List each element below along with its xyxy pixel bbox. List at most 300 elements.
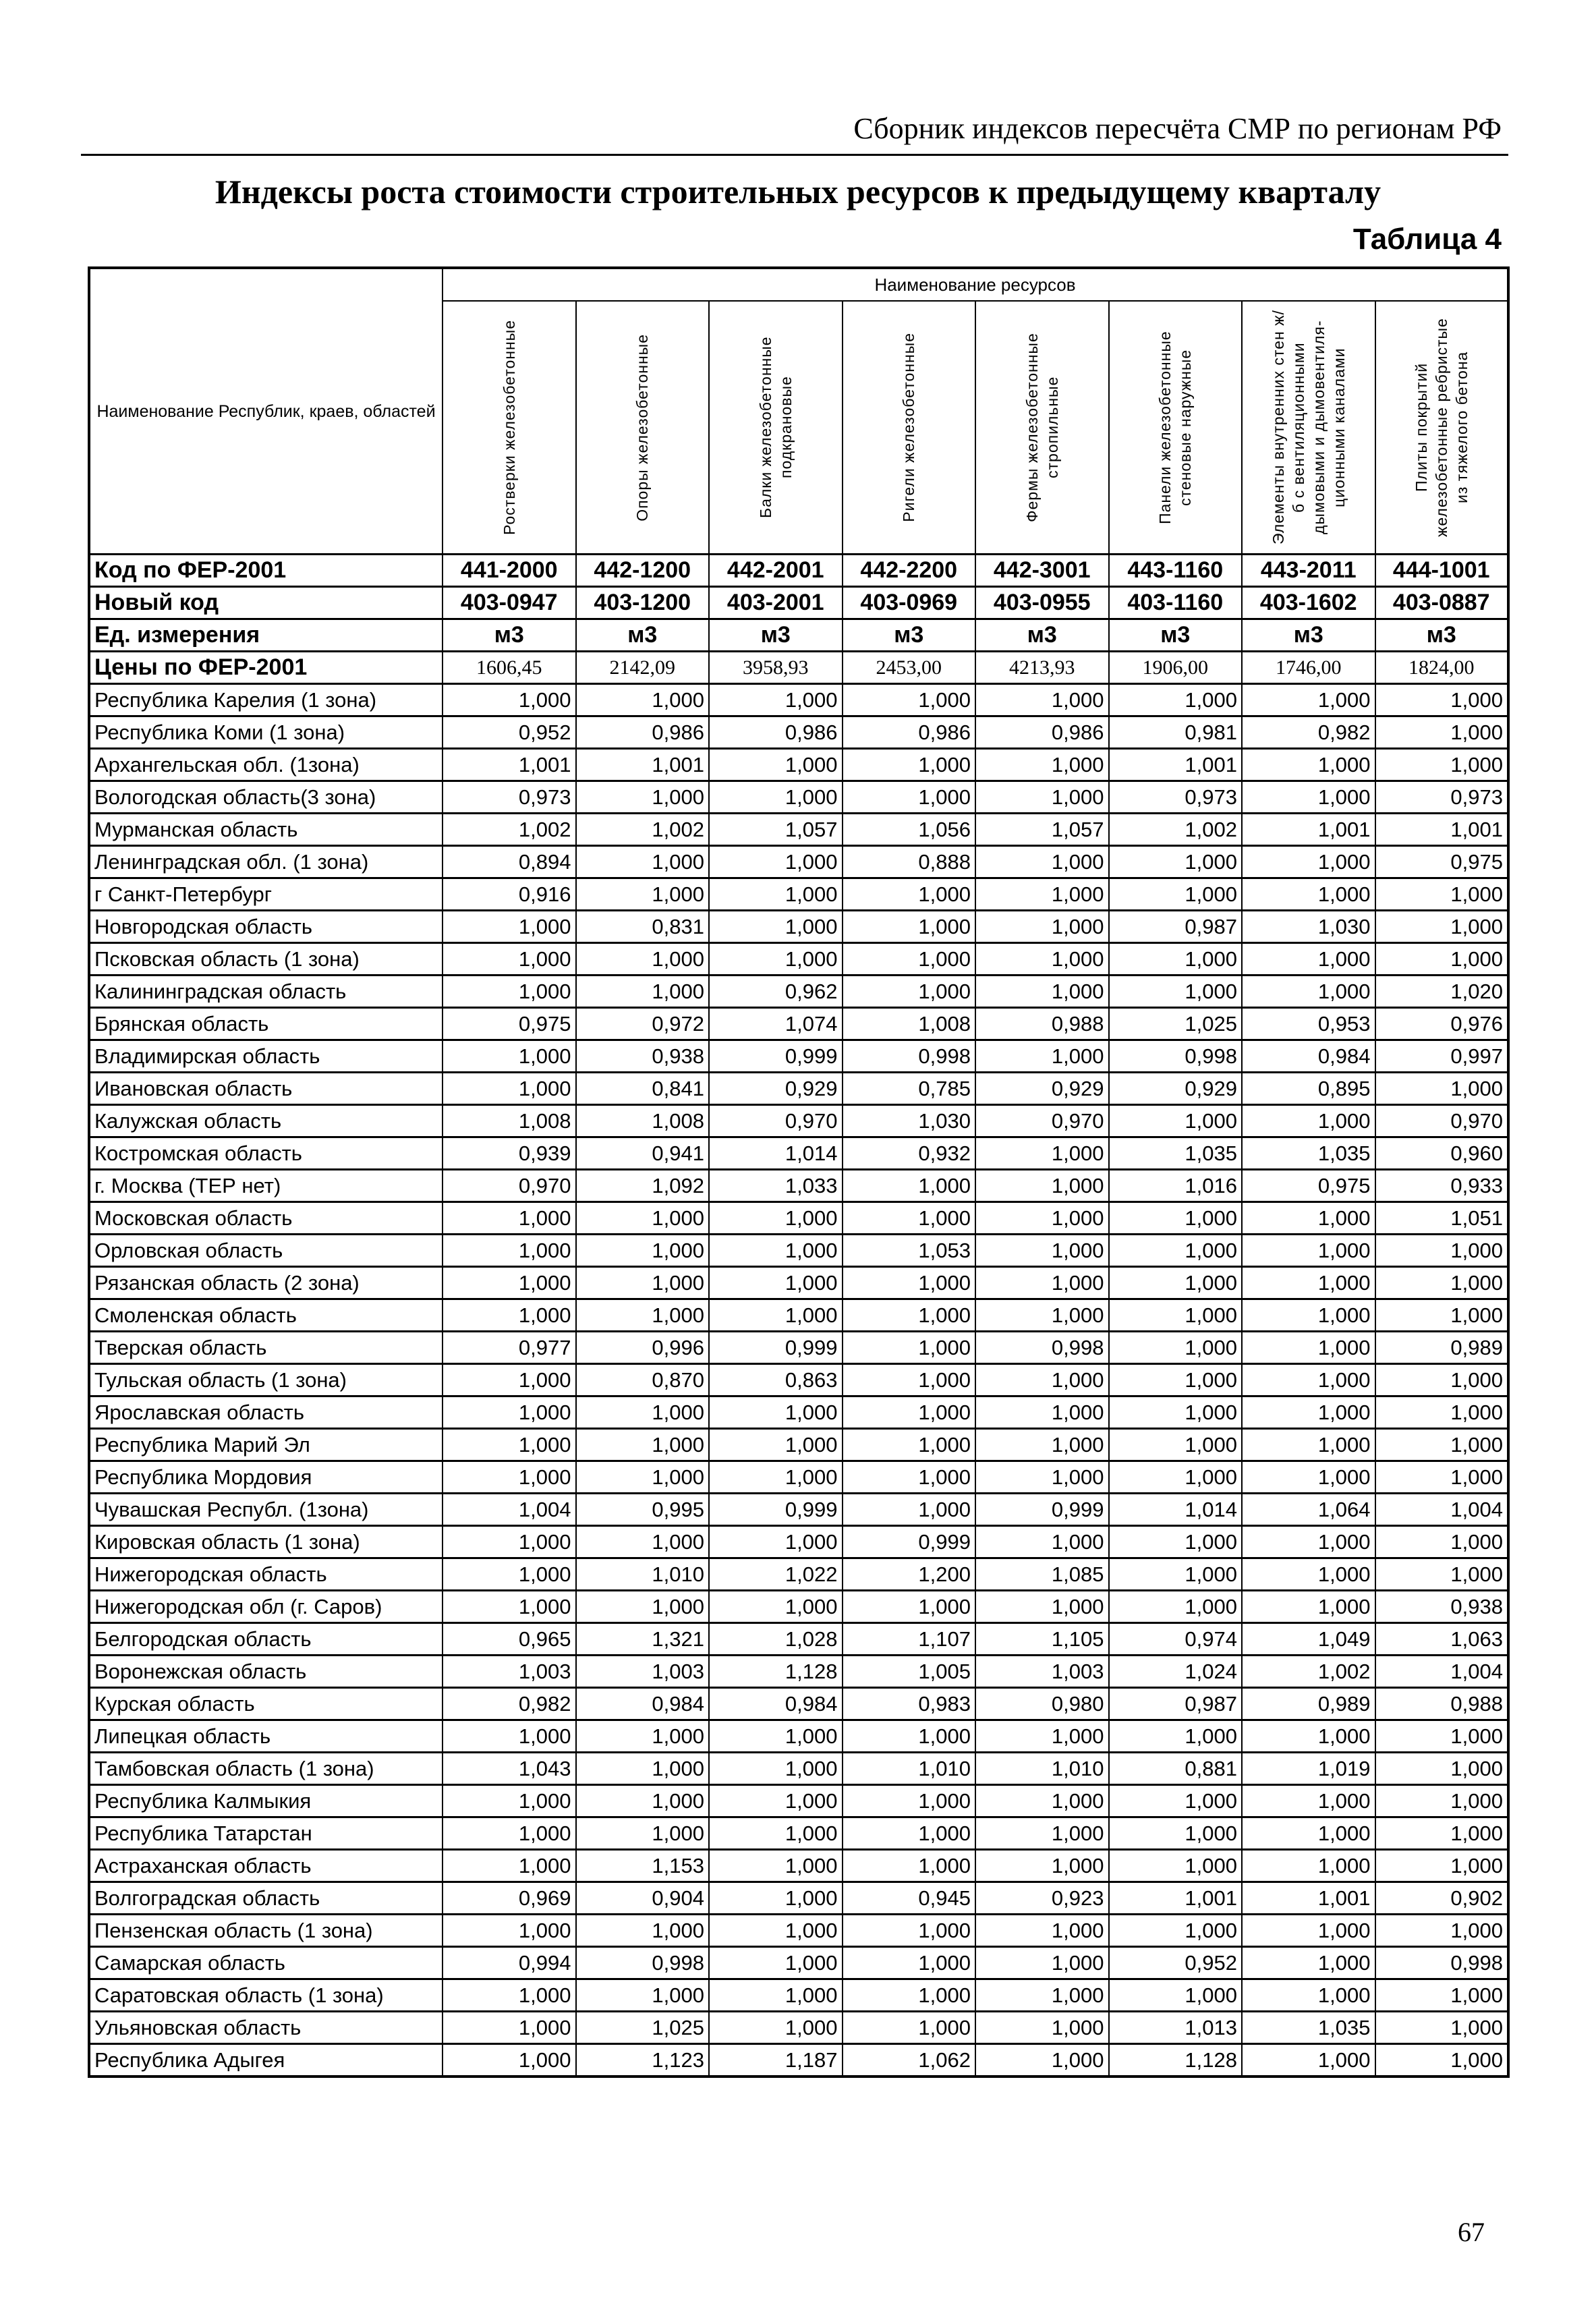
index-value: 0,983 — [843, 1688, 976, 1720]
region-name: Ленинградская обл. (1 зона) — [89, 846, 443, 878]
index-value: 1,000 — [709, 943, 843, 976]
index-value: 1,000 — [1109, 1396, 1243, 1429]
index-value: 1,000 — [443, 976, 576, 1008]
index-value: 1,000 — [443, 1202, 576, 1235]
page-title: Индексы роста стоимости строительных ресурсов к предыдущему кварталу — [215, 173, 1381, 210]
index-value: 1,000 — [1375, 716, 1509, 749]
meta-row — [89, 587, 1508, 619]
meta-value: м3 — [1375, 619, 1509, 652]
resource-name: Ригели железобетонные — [900, 333, 918, 522]
index-value: 1,000 — [1109, 1105, 1243, 1137]
region-name: Нижегородская область — [89, 1558, 443, 1591]
index-value: 1,035 — [1109, 1137, 1243, 1170]
index-value: 1,000 — [1242, 1720, 1375, 1753]
index-value: 1,000 — [843, 749, 976, 781]
index-value: 1,000 — [576, 1429, 710, 1461]
table-row — [89, 1073, 1508, 1105]
region-name: Республика Коми (1 зона) — [89, 716, 443, 749]
index-value: 1,000 — [975, 1429, 1109, 1461]
index-value: 1,000 — [975, 1202, 1109, 1235]
index-value: 1,000 — [443, 1526, 576, 1558]
index-value: 1,014 — [1109, 1494, 1243, 1526]
index-value: 0,895 — [1242, 1073, 1375, 1105]
index-value: 1,000 — [1375, 1299, 1509, 1332]
index-value: 1,000 — [1375, 1720, 1509, 1753]
index-value: 1,000 — [443, 1785, 576, 1817]
index-value: 1,000 — [1109, 1720, 1243, 1753]
index-value: 1,000 — [975, 1235, 1109, 1267]
index-value: 1,000 — [975, 976, 1109, 1008]
index-value: 1,000 — [1109, 1299, 1243, 1332]
index-value: 1,000 — [843, 878, 976, 911]
index-value: 1,000 — [1375, 1267, 1509, 1299]
region-name: Брянская область — [89, 1008, 443, 1040]
index-value: 1,030 — [843, 1105, 976, 1137]
meta-value: 403-0955 — [975, 587, 1109, 619]
resource-column-header — [1375, 301, 1509, 555]
resource-column-header — [975, 301, 1109, 555]
index-value: 1,187 — [709, 2044, 843, 2077]
index-value: 1,000 — [975, 1979, 1109, 2012]
index-value: 1,128 — [709, 1656, 843, 1688]
index-value: 0,999 — [975, 1494, 1109, 1526]
index-value: 1,000 — [1375, 2044, 1509, 2077]
index-value: 1,000 — [1109, 1785, 1243, 1817]
index-value: 1,000 — [975, 1817, 1109, 1850]
table-row — [89, 911, 1508, 943]
index-value: 1,000 — [843, 1494, 976, 1526]
meta-value: 444-1001 — [1375, 555, 1509, 587]
index-value: 0,962 — [709, 976, 843, 1008]
meta-label: Код по ФЕР-2001 — [89, 555, 443, 587]
index-value: 0,982 — [443, 1688, 576, 1720]
index-value: 1,000 — [1242, 1817, 1375, 1850]
index-value: 1,000 — [443, 1817, 576, 1850]
index-value: 1,000 — [1242, 1785, 1375, 1817]
index-value: 0,953 — [1242, 1008, 1375, 1040]
index-value: 1,000 — [975, 1396, 1109, 1429]
index-value: 1,000 — [1242, 1202, 1375, 1235]
meta-value: 403-1160 — [1109, 587, 1243, 619]
index-value: 1,000 — [975, 1915, 1109, 1947]
meta-value: м3 — [1109, 619, 1243, 652]
index-value: 0,939 — [443, 1137, 576, 1170]
index-value: 1,000 — [1109, 1429, 1243, 1461]
meta-value: 2453,00 — [843, 652, 976, 684]
index-value: 1,000 — [709, 846, 843, 878]
table-row — [89, 878, 1508, 911]
table-row — [89, 1364, 1508, 1396]
index-value: 1,000 — [1109, 1235, 1243, 1267]
index-value: 1,004 — [1375, 1656, 1509, 1688]
meta-value: 1824,00 — [1375, 652, 1509, 684]
index-value: 1,000 — [709, 1267, 843, 1299]
index-value: 0,965 — [443, 1623, 576, 1656]
index-value: 1,002 — [576, 814, 710, 846]
index-value: 1,000 — [1109, 1915, 1243, 1947]
region-name: Костромская область — [89, 1137, 443, 1170]
region-column-header: Наименование Республик, краев, областей — [89, 268, 443, 555]
table-row — [89, 1850, 1508, 1882]
index-value: 0,976 — [1375, 1008, 1509, 1040]
index-value: 1,000 — [709, 1720, 843, 1753]
index-value: 1,000 — [576, 781, 710, 814]
index-value: 1,000 — [709, 1591, 843, 1623]
index-value: 0,986 — [975, 716, 1109, 749]
index-value: 1,000 — [709, 749, 843, 781]
meta-value: 441-2000 — [443, 555, 576, 587]
index-value: 0,994 — [443, 1947, 576, 1979]
index-value: 0,970 — [443, 1170, 576, 1202]
index-value: 1,107 — [843, 1623, 976, 1656]
index-value: 1,000 — [843, 1396, 976, 1429]
region-name: Курская область — [89, 1688, 443, 1720]
index-value: 1,000 — [1109, 878, 1243, 911]
region-name: Пензенская область (1 зона) — [89, 1915, 443, 1947]
index-value: 1,000 — [443, 1040, 576, 1073]
index-value: 0,933 — [1375, 1170, 1509, 1202]
index-value: 0,970 — [709, 1105, 843, 1137]
table-row — [89, 716, 1508, 749]
index-value: 1,000 — [443, 1979, 576, 2012]
region-name: Кировская область (1 зона) — [89, 1526, 443, 1558]
table-row — [89, 1235, 1508, 1267]
index-value: 1,000 — [709, 1817, 843, 1850]
index-value: 1,002 — [1242, 1656, 1375, 1688]
index-value: 1,024 — [1109, 1656, 1243, 1688]
index-value: 1,000 — [709, 1979, 843, 2012]
region-name: Псковская область (1 зона) — [89, 943, 443, 976]
index-value: 1,000 — [443, 1235, 576, 1267]
index-value: 0,996 — [576, 1332, 710, 1364]
region-name: Смоленская область — [89, 1299, 443, 1332]
index-value: 1,001 — [1109, 1882, 1243, 1915]
region-name: г. Москва (ТЕР нет) — [89, 1170, 443, 1202]
index-value: 1,063 — [1375, 1623, 1509, 1656]
table-header — [89, 268, 1508, 555]
table-row — [89, 1137, 1508, 1170]
table-row — [89, 1623, 1508, 1656]
index-value: 1,000 — [576, 878, 710, 911]
table-row — [89, 1299, 1508, 1332]
table-row — [89, 1979, 1508, 2012]
index-value: 1,000 — [1242, 1947, 1375, 1979]
index-value: 0,902 — [1375, 1882, 1509, 1915]
resources-group-header: Наименование ресурсов — [443, 268, 1508, 301]
index-value: 1,000 — [1375, 1526, 1509, 1558]
index-value: 1,000 — [975, 2012, 1109, 2044]
index-value: 1,030 — [1242, 911, 1375, 943]
region-name: Ульяновская область — [89, 2012, 443, 2044]
index-value: 1,000 — [843, 943, 976, 976]
index-value: 1,043 — [443, 1753, 576, 1785]
meta-value: 442-3001 — [975, 555, 1109, 587]
index-value: 0,888 — [843, 846, 976, 878]
index-value: 0,999 — [709, 1040, 843, 1073]
index-value: 1,000 — [1375, 1364, 1509, 1396]
region-name: Республика Калмыкия — [89, 1785, 443, 1817]
index-table — [88, 266, 1510, 2078]
table-row — [89, 1332, 1508, 1364]
index-value: 1,085 — [975, 1558, 1109, 1591]
index-value: 1,000 — [975, 1947, 1109, 1979]
table-row — [89, 1008, 1508, 1040]
index-value: 1,105 — [975, 1623, 1109, 1656]
region-name: Новгородская область — [89, 911, 443, 943]
resource-column-header — [709, 301, 843, 555]
index-value: 0,970 — [1375, 1105, 1509, 1137]
index-value: 0,989 — [1375, 1332, 1509, 1364]
index-value: 1,000 — [1375, 1753, 1509, 1785]
index-value: 1,000 — [1242, 943, 1375, 976]
index-value: 1,000 — [709, 1429, 843, 1461]
index-value: 1,000 — [1242, 1105, 1375, 1137]
index-value: 1,000 — [443, 1267, 576, 1299]
region-name: Самарская область — [89, 1947, 443, 1979]
table-row — [89, 1526, 1508, 1558]
index-value: 0,984 — [576, 1688, 710, 1720]
index-value: 0,998 — [975, 1332, 1109, 1364]
table-row — [89, 1040, 1508, 1073]
index-value: 0,870 — [576, 1364, 710, 1396]
index-value: 0,975 — [1242, 1170, 1375, 1202]
index-value: 1,000 — [1375, 1558, 1509, 1591]
region-name: Ярославская область — [89, 1396, 443, 1429]
index-value: 1,000 — [975, 1040, 1109, 1073]
index-value: 1,000 — [1242, 1332, 1375, 1364]
index-value: 0,938 — [576, 1040, 710, 1073]
index-value: 1,000 — [443, 2012, 576, 2044]
meta-value: 443-2011 — [1242, 555, 1375, 587]
index-value: 1,000 — [443, 943, 576, 976]
table-row — [89, 1396, 1508, 1429]
table-row — [89, 1720, 1508, 1753]
index-value: 1,000 — [1375, 1461, 1509, 1494]
index-value: 1,000 — [1242, 1558, 1375, 1591]
index-value: 0,841 — [576, 1073, 710, 1105]
index-value: 1,000 — [1242, 1979, 1375, 2012]
table-body — [89, 555, 1508, 2077]
region-name: Орловская область — [89, 1235, 443, 1267]
index-value: 0,972 — [576, 1008, 710, 1040]
index-value: 1,321 — [576, 1623, 710, 1656]
index-value: 0,945 — [843, 1882, 976, 1915]
index-value: 0,938 — [1375, 1591, 1509, 1623]
region-name: Астраханская область — [89, 1850, 443, 1882]
index-value: 1,010 — [843, 1753, 976, 1785]
meta-row — [89, 652, 1508, 684]
region-name: Ивановская область — [89, 1073, 443, 1105]
index-value: 0,973 — [1109, 781, 1243, 814]
index-value: 1,000 — [1109, 1267, 1243, 1299]
index-value: 1,000 — [1109, 1850, 1243, 1882]
index-value: 1,000 — [843, 2012, 976, 2044]
index-value: 1,000 — [843, 1332, 976, 1364]
index-value: 1,000 — [443, 1396, 576, 1429]
table-label: Таблица 4 — [1352, 223, 1502, 256]
index-value: 0,999 — [843, 1526, 976, 1558]
index-value: 1,028 — [709, 1623, 843, 1656]
index-value: 1,000 — [576, 943, 710, 976]
index-value: 1,000 — [1242, 1461, 1375, 1494]
index-value: 1,000 — [1109, 1202, 1243, 1235]
index-value: 1,033 — [709, 1170, 843, 1202]
index-value: 1,025 — [1109, 1008, 1243, 1040]
index-value: 0,999 — [709, 1494, 843, 1526]
index-value: 0,831 — [576, 911, 710, 943]
meta-value: 442-2001 — [709, 555, 843, 587]
index-value: 1,000 — [709, 1753, 843, 1785]
index-value: 1,000 — [1242, 846, 1375, 878]
index-value: 1,000 — [576, 846, 710, 878]
index-value: 1,000 — [576, 1817, 710, 1850]
index-value: 1,008 — [843, 1008, 976, 1040]
region-name: Белгородская область — [89, 1623, 443, 1656]
region-name: Архангельская обл. (1зона) — [89, 749, 443, 781]
meta-value: 403-0969 — [843, 587, 976, 619]
index-value: 1,014 — [709, 1137, 843, 1170]
index-value: 1,000 — [843, 1267, 976, 1299]
index-value: 1,000 — [975, 1461, 1109, 1494]
index-value: 1,000 — [443, 1720, 576, 1753]
region-name: Калининградская область — [89, 976, 443, 1008]
index-value: 1,004 — [1375, 1494, 1509, 1526]
meta-value: м3 — [709, 619, 843, 652]
index-value: 1,000 — [443, 911, 576, 943]
table-row — [89, 2044, 1508, 2077]
table-row — [89, 1267, 1508, 1299]
index-value: 1,005 — [843, 1656, 976, 1688]
index-value: 0,986 — [576, 716, 710, 749]
index-value: 1,074 — [709, 1008, 843, 1040]
index-value: 1,000 — [975, 1137, 1109, 1170]
index-value: 1,000 — [443, 1429, 576, 1461]
region-name: Саратовская область (1 зона) — [89, 1979, 443, 2012]
index-value: 1,064 — [1242, 1494, 1375, 1526]
resource-column-header — [576, 301, 710, 555]
index-value: 0,863 — [709, 1364, 843, 1396]
meta-value: 403-0947 — [443, 587, 576, 619]
index-value: 1,000 — [843, 1785, 976, 1817]
region-name: Республика Марий Эл — [89, 1429, 443, 1461]
resource-name: Панели железобетонные стеновые наружные — [1156, 331, 1195, 524]
table-row — [89, 976, 1508, 1008]
table-row — [89, 1202, 1508, 1235]
table-row — [89, 1817, 1508, 1850]
region-name: Тульская область (1 зона) — [89, 1364, 443, 1396]
index-value: 1,000 — [975, 943, 1109, 976]
index-value: 1,000 — [1242, 1364, 1375, 1396]
index-value: 1,000 — [443, 1364, 576, 1396]
table-row — [89, 1785, 1508, 1817]
index-value: 0,929 — [709, 1073, 843, 1105]
index-value: 1,000 — [843, 781, 976, 814]
index-value: 1,092 — [576, 1170, 710, 1202]
index-value: 1,000 — [709, 1202, 843, 1235]
index-value: 1,002 — [443, 814, 576, 846]
index-value: 0,988 — [1375, 1688, 1509, 1720]
region-name: Республика Мордовия — [89, 1461, 443, 1494]
index-value: 1,000 — [443, 1591, 576, 1623]
index-value: 1,000 — [975, 2044, 1109, 2077]
index-value: 1,001 — [1375, 814, 1509, 846]
meta-label: Цены по ФЕР-2001 — [89, 652, 443, 684]
index-value: 1,000 — [1109, 1461, 1243, 1494]
region-name: Липецкая область — [89, 1720, 443, 1753]
index-value: 0,974 — [1109, 1623, 1243, 1656]
index-value: 1,003 — [975, 1656, 1109, 1688]
region-name: Тверская область — [89, 1332, 443, 1364]
index-value: 1,000 — [709, 1526, 843, 1558]
index-value: 0,988 — [975, 1008, 1109, 1040]
index-value: 1,000 — [1109, 976, 1243, 1008]
index-value: 0,998 — [1109, 1040, 1243, 1073]
index-value: 0,785 — [843, 1073, 976, 1105]
index-value: 0,998 — [576, 1947, 710, 1979]
index-value: 1,000 — [1242, 2044, 1375, 2077]
region-name: Республика Карелия (1 зона) — [89, 684, 443, 716]
index-value: 1,000 — [709, 684, 843, 716]
table-row — [89, 846, 1508, 878]
index-value: 1,000 — [975, 1170, 1109, 1202]
index-value: 0,916 — [443, 878, 576, 911]
resource-column-header — [1109, 301, 1243, 555]
table-row — [89, 1105, 1508, 1137]
resource-name: Опоры железобетонные — [633, 333, 652, 521]
index-value: 1,000 — [1375, 911, 1509, 943]
page-number: 67 — [1458, 2217, 1485, 2247]
index-value: 1,000 — [576, 1299, 710, 1332]
index-value: 0,952 — [443, 716, 576, 749]
index-value: 1,000 — [576, 1591, 710, 1623]
index-value: 1,000 — [709, 781, 843, 814]
index-value: 0,981 — [1109, 716, 1243, 749]
index-value: 1,000 — [1109, 1558, 1243, 1591]
index-value: 1,057 — [709, 814, 843, 846]
index-value: 1,000 — [1242, 749, 1375, 781]
index-value: 1,001 — [443, 749, 576, 781]
index-value: 1,000 — [843, 1850, 976, 1882]
resource-name: Ростверки железобетонные — [500, 320, 518, 535]
index-value: 0,980 — [975, 1688, 1109, 1720]
index-value: 1,000 — [443, 1850, 576, 1882]
region-name: Рязанская область (2 зона) — [89, 1267, 443, 1299]
region-name: Республика Адыгея — [89, 2044, 443, 2077]
index-value: 1,000 — [843, 1591, 976, 1623]
index-value: 1,053 — [843, 1235, 976, 1267]
index-value: 1,000 — [1109, 684, 1243, 716]
meta-value: м3 — [576, 619, 710, 652]
meta-value: м3 — [843, 619, 976, 652]
index-value: 0,973 — [1375, 781, 1509, 814]
meta-value: 403-1200 — [576, 587, 710, 619]
region-name: Московская область — [89, 1202, 443, 1235]
resource-column-header — [1242, 301, 1375, 555]
index-value: 0,975 — [443, 1008, 576, 1040]
index-value: 1,000 — [443, 1299, 576, 1332]
index-value: 1,000 — [443, 684, 576, 716]
index-value: 1,000 — [1375, 943, 1509, 976]
index-value: 0,923 — [975, 1882, 1109, 1915]
index-value: 0,995 — [576, 1494, 710, 1526]
index-value: 0,969 — [443, 1882, 576, 1915]
region-name: Владимирская область — [89, 1040, 443, 1073]
table-row — [89, 1656, 1508, 1688]
index-value: 1,000 — [975, 1526, 1109, 1558]
table-row — [89, 1882, 1508, 1915]
index-value: 1,000 — [975, 878, 1109, 911]
index-value: 1,000 — [975, 1299, 1109, 1332]
